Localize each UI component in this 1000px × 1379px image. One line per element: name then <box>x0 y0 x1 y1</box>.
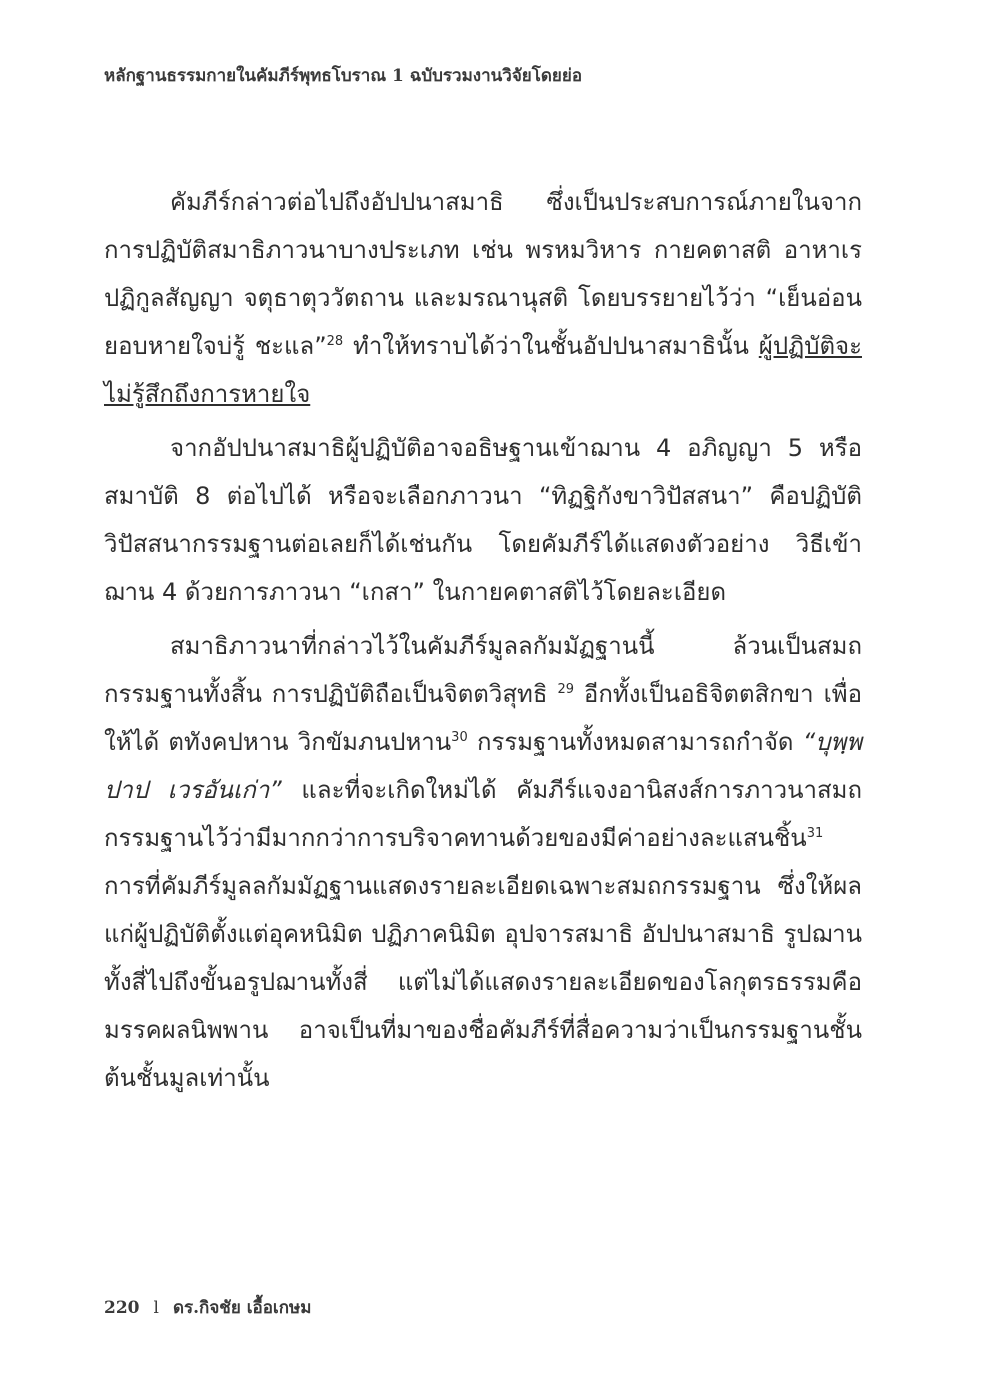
paragraph-2: จากอัปปนาสมาธิผู้ปฏิบัติอาจอธิษฐานเข้าฌาน 4 อภิญญา 5 หรือสมาบัติ 8 ต่อไปได้ หรือจะเลือกภาวนา “ทิฏฐิกังขาวิปัสสนา” คือปฏิบัติวิปัสสนากรรมฐานต่อเลยก็ได้เช่นกัน โดยคัมภีร์ได้แสดงตัวอย่าง วิธีเข้าฌาน 4 ด้วยการภาวนา “เกสา” ในกายคตาสติไว้โดยละเอียด <box>104 434 862 606</box>
paragraph-3-text-b: อีกทั้งเป็นอธิจิตตสิกขา เพื่อให้ได้ ตทังคปหาน วิกขัมภนปหาน <box>104 680 862 756</box>
author-name: ดร.กิจชัย เอื้อเกษม <box>172 1298 312 1318</box>
paragraph-1 <box>104 178 862 418</box>
paragraph-3 <box>104 622 862 1102</box>
footnote-ref-31: 31 <box>806 826 824 841</box>
body-text <box>104 178 862 1108</box>
paragraph-1-text-a: คัมภีร์กล่าวต่อไปถึงอัปปนาสมาธิ ซึ่งเป็นประสบการณ์ภายในจากการปฏิบัติสมาธิภาวนาบางประเภท เช่น พรหมวิหาร กายคตาสติ อาหาเรปฏิกูลสัญญา จตุธาตุววัตถาน และมรณานุสติ โดยบรรยายไว้ว่า “เย็นอ่อน ยอบหายใจบ่รู้ ชะแล” <box>104 188 862 360</box>
page-number: 220 <box>104 1298 140 1318</box>
italic-quote: “บุพฺพปาป เวรอันเก่า” <box>104 728 863 804</box>
footnote-ref-28: 28 <box>326 334 344 349</box>
paragraph-1-text-b: ทำให้ทราบได้ว่าในชั้นอัปปนาสมาธินั้น <box>343 332 759 360</box>
running-head: หลักฐานธรรมกายในคัมภีร์พุทธโบราณ 1 ฉบับรวมงานวิจัยโดยย่อ <box>104 66 583 86</box>
paragraph-3-text-a: สมาธิภาวนาที่กล่าวไว้ในคัมภีร์มูลลกัมมัฏฐานนี้ ล้วนเป็นสมถกรรมฐานทั้งสิ้น การปฏิบัติถือเป็นจิตตวิสุทธิ <box>104 632 862 708</box>
paragraph-3-text-d: และที่จะเกิดใหม่ได้ คัมภีร์แจงอานิสงส์การภาวนาสมถกรรมฐานไว้ว่ามีมากกว่าการบริจาคทานด้วยของมีค่าอย่างละแสนชิ้น <box>104 776 863 852</box>
footnote-ref-30: 30 <box>451 730 468 745</box>
footer-separator: l <box>153 1298 159 1318</box>
underlined-phrase: ผู้ปฏิบัติจะไม่รู้สึกถึงการหายใจ <box>104 332 862 408</box>
footnote-ref-29: 29 <box>557 682 574 697</box>
paragraph-3-text-c: กรรมฐานทั้งหมดสามารถกำจัด <box>467 728 803 756</box>
paragraph-3-text-e: การที่คัมภีร์มูลลกัมมัฏฐานแสดงรายละเอียดเฉพาะสมถกรรมฐาน ซึ่งให้ผลแก่ผู้ปฏิบัติตั้งแต่อุคหนิมิต ปฏิภาคนิมิต อุปจารสมาธิ อัปปนาสมาธิ รูปฌานทั้งสี่ไปถึงขั้นอรูปฌานทั้งสี่ แต่ไม่ได้แสดงรายละเอียดของโลกุตรธรรมคือมรรคผลนิพพาน อาจเป็นที่มาของชื่อคัมภีร์ที่สื่อความว่าเป็นกรรมฐานชั้นต้นชั้นมูลเท่านั้น <box>104 872 862 1092</box>
page-footer <box>104 1294 311 1321</box>
